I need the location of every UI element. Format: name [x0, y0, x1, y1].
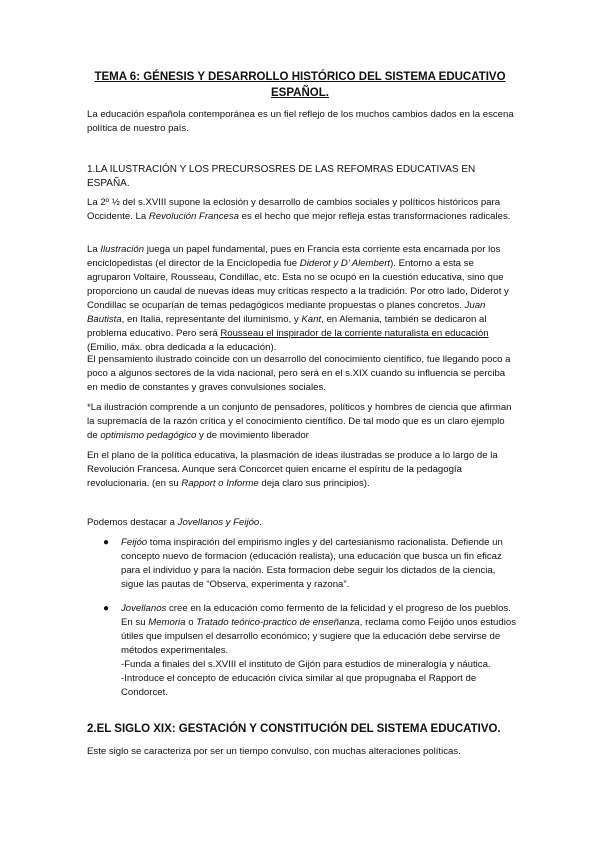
text-italic: Ilustración	[100, 244, 145, 255]
text-italic: optimismo pedagógico	[100, 430, 197, 441]
title-line-1: TEMA 6: GÉNESIS Y DESARROLLO HISTÓRICO DEL SISTEMA EDUCATIVO	[94, 71, 506, 83]
paragraph-ilustracion-note	[87, 401, 517, 443]
text-italic: Jovellanos y Feijóo	[177, 517, 260, 528]
title-line-2: ESPAÑOL	[271, 87, 326, 99]
section-2-heading: 2.EL SIGLO XIX: GESTACIÓN Y CONSTITUCIÓN DEL SISTEMA EDUCATIVO.	[87, 723, 501, 735]
section-1-heading: 1.LA ILUSTRACIÓN Y LOS PRECURSOSRES DE LAS REFOMRAS EDUCATIVAS EN ESPAÑA.	[87, 164, 476, 189]
text-run: En el plano de la política educativa, la plasmación de ideas ilustradas se produce a lo largo de la Revolución Francesa. Aunque será Concorcet quien encarne el espíritu de la pedagogía revolucionaria. (en su	[87, 450, 498, 489]
text-run: y de movimiento liberador	[196, 430, 309, 441]
text-run: , en Italia, representante del iluminismo, y	[121, 314, 302, 325]
text-run: -Introduce el concepto de educación cívica similar al que propugnaba el Rapport de Condorcet.	[121, 673, 477, 698]
paragraph-siglo-xix: Este siglo se caracteriza por ser un tiempo convulso, con muchas alteraciones políticas.	[87, 746, 461, 757]
text-italic: Diderot y D’ Alembert	[299, 258, 391, 269]
text-run: .	[259, 517, 262, 528]
text-run: Podemos destacar a	[87, 517, 178, 528]
text-run: La	[87, 244, 101, 255]
text-run: La 2º ½ del s.XVIII supone la eclosión y desarrollo de cambios sociales y políticos históricos para Occidente. La	[87, 197, 501, 222]
paragraph-revolucion	[87, 196, 517, 224]
text-run: juega un papel fundamental, pues en Francia esta corriente esta encarnada por los enciclopedistas (el director de la Enciclopedia fue	[87, 244, 501, 269]
text-run: cree en la educación como fermento de la felicidad y el progreso de los pueblos. En su	[121, 603, 511, 628]
text-italic: Feijóo	[121, 537, 148, 548]
text-italic: Tratado teórico-practico de enseñanza	[196, 617, 360, 628]
text-run: deja claro sus principios).	[258, 478, 370, 489]
paragraph-politica-educativa	[87, 449, 517, 491]
text-run: es el hecho que mejor refleja estas transformaciones radicales.	[239, 211, 511, 222]
paragraph-destacar	[87, 516, 517, 530]
text-run: , reclama como Feijóo unos estudios útiles que impulsen el desarrollo económico; y sugiere que la educación debe servirse de métodos experimentales.	[121, 617, 516, 656]
document-title	[90, 69, 510, 101]
text-italic: Jovellanos	[121, 603, 167, 614]
text-run: toma inspiración del empirismo ingles y del cartesianismo racionalista. Defiende un concepto nuevo de formacion (educación realista), una educación que busca un fin eficaz para el individuo y para la nación. Esta formacion debe seguir los dictados de la ciencia, sigue las pautas de “Observa, experimenta y razona”.	[121, 537, 503, 590]
bullet-icon: ●	[103, 537, 110, 548]
paragraph-pensamiento: El pensamiento ilustrado coincide con un desarrollo del conocimiento científico, fue llegando poco a poco a algunos sectores de la vida nacional, pero será en el s.XIX cuando su influencia se perciba en medio de constantes y graves convulsiones sociales.	[87, 354, 511, 393]
bullet-item-feijoo	[121, 536, 517, 592]
text-run: ). Entorno a esta se agruparon Voltaire, Rousseau, Condillac, etc. Esta no se ocupó en la cuestión educativa, sino que proporciono un caudal de nuevas ideas muy críticas respecto a la tradición. Por otro lado, Diderot y Condillac se ocuparían de temas pedagógicos mediante propuestas o planes concretos.	[87, 258, 509, 311]
text-run: o	[185, 617, 197, 628]
text-run: *La ilustración comprende a un conjunto de pensadores, políticos y hombres de ciencia que afirman la supremacía de la razón crítica y el conocimiento científico. De tal modo que es un claro ejemplo de	[87, 402, 512, 441]
intro-paragraph: La educación española contemporánea es un fiel reflejo de los muchos cambios dados en la escena política de nuestro país.	[87, 109, 514, 134]
bullet-icon: ●	[103, 603, 110, 614]
text-run: (Emilio, máx. obra dedicada a la educación).	[87, 342, 277, 353]
text-italic: Memoria	[148, 617, 186, 628]
text-italic: Rapport o Informe	[181, 478, 259, 489]
text-underlined: Rousseau el inspirador de la corriente naturalista en educación	[220, 328, 489, 339]
text-italic: Revolución Francesa	[148, 211, 239, 222]
text-run: , en Alemania, también se dedicaron al problema educativo. Pero será	[87, 314, 487, 339]
paragraph-ilustracion	[87, 243, 517, 355]
text-italic: Kant	[301, 314, 322, 325]
bullet-item-jovellanos	[121, 602, 517, 700]
title-dot: .	[325, 87, 329, 99]
text-italic: Juan Bautista	[87, 300, 486, 325]
text-run: -Funda a finales del s.XVIII el instituto de Gijón para estudios de mineralogía y náutica.	[121, 659, 491, 670]
